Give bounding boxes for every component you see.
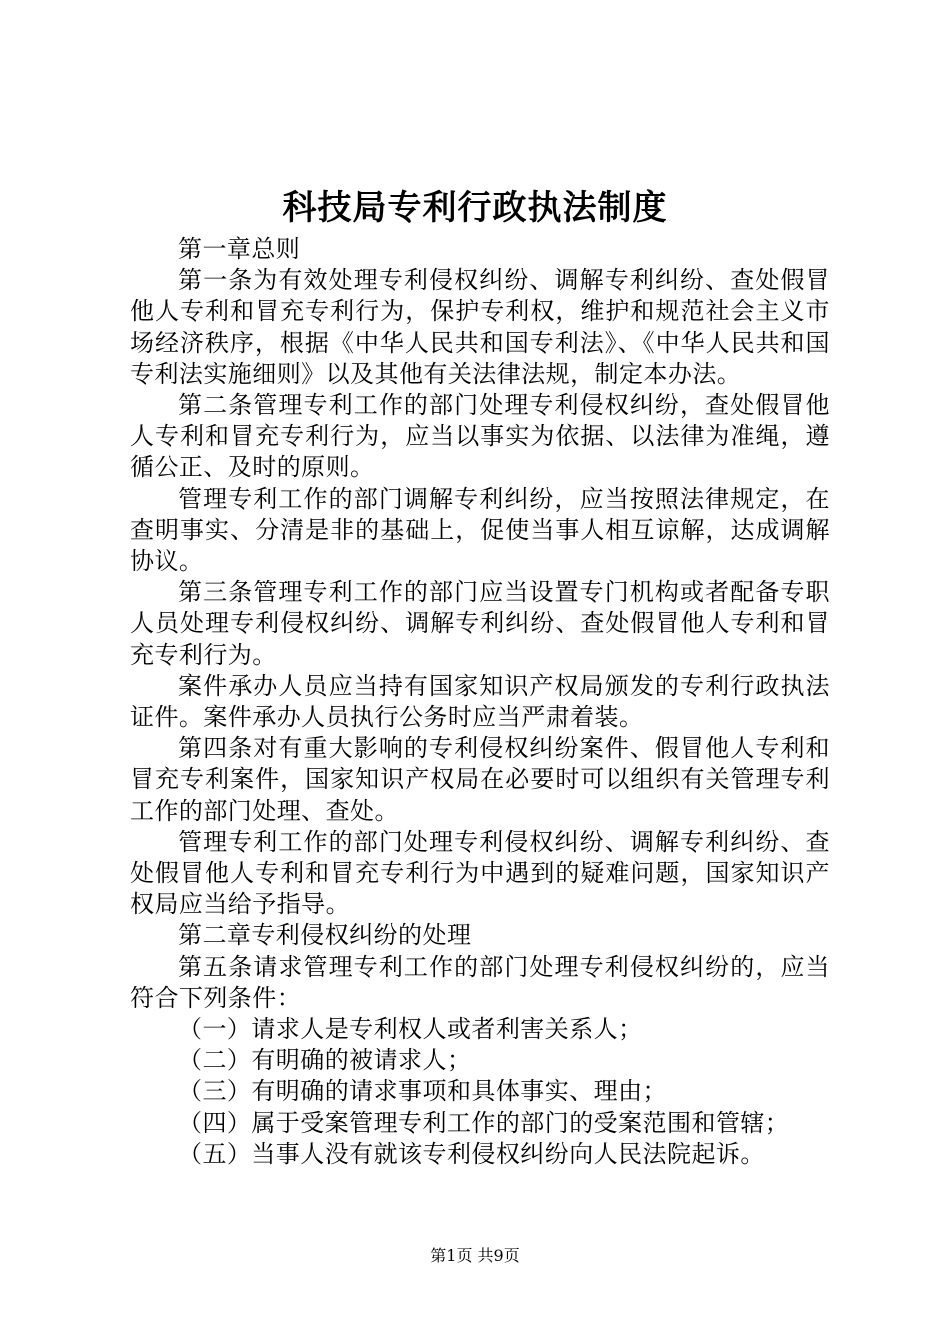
document-title: 科技局专利行政执法制度 [282,188,668,228]
body-paragraph: 第二条管理专利工作的部门处理专利侵权纠纷，查处假冒他人专利和冒充专利行为，应当以事实为依据、以法律为准绳，遵循公正、及时的原则。 [130,391,830,482]
body-paragraph: 第四条对有重大影响的专利侵权纠纷案件、假冒他人专利和冒充专利案件，国家知识产权局在必要时可以组织有关管理专利工作的部门处理、查处。 [130,734,830,825]
list-item: （二）有明确的被请求人； [178,1046,472,1075]
body-paragraph: 管理专利工作的部门调解专利纠纷，应当按照法律规定，在查明事实、分清是非的基础上，促使当事人相互谅解，达成调解协议。 [130,484,830,576]
chapter-heading: 第一章总则 [178,235,301,263]
body-paragraph: 第三条管理专利工作的部门应当设置专门机构或者配备专职人员处理专利侵权纠纷、调解专利纠纷、查处假冒他人专利和冒充专利行为。 [130,578,830,669]
list-item: （一）请求人是专利权人或者利害关系人； [178,1015,643,1044]
document-body [130,234,830,1170]
chapter-heading: 第二章专利侵权纠纷的处理 [178,921,472,950]
body-paragraph: 管理专利工作的部门处理专利侵权纠纷、调解专利纠纷、查处假冒他人专利和冒充专利行为中遇到的疑难问题，国家知识产权局应当给予指导。 [130,827,830,919]
list-item: （三）有明确的请求事项和具体事实、理由； [178,1077,667,1106]
page-footer: 第1页 共9页 [430,1246,520,1265]
body-paragraph: 第一条为有效处理专利侵权纠纷、调解专利纠纷、查处假冒他人专利和冒充专利行为，保护专利权，维护和规范社会主义市场经济秩序，根据《中华人民共和国专利法》、《中华人民共和国专利法实施细则》以及其他有关法律法规，制定本办法。 [130,266,830,388]
list-item: （四）属于受案管理专利工作的部门的受案范围和管辖； [178,1108,790,1137]
list-item: （五）当事人没有就该专利侵权纠纷向人民法院起诉。 [178,1139,765,1168]
body-paragraph: 第五条请求管理专利工作的部门处理专利侵权纠纷的，应当符合下列条件： [130,952,830,1012]
body-paragraph: 案件承办人员应当持有国家知识产权局颁发的专利行政执法证件。案件承办人员执行公务时应当严肃着装。 [130,671,830,732]
